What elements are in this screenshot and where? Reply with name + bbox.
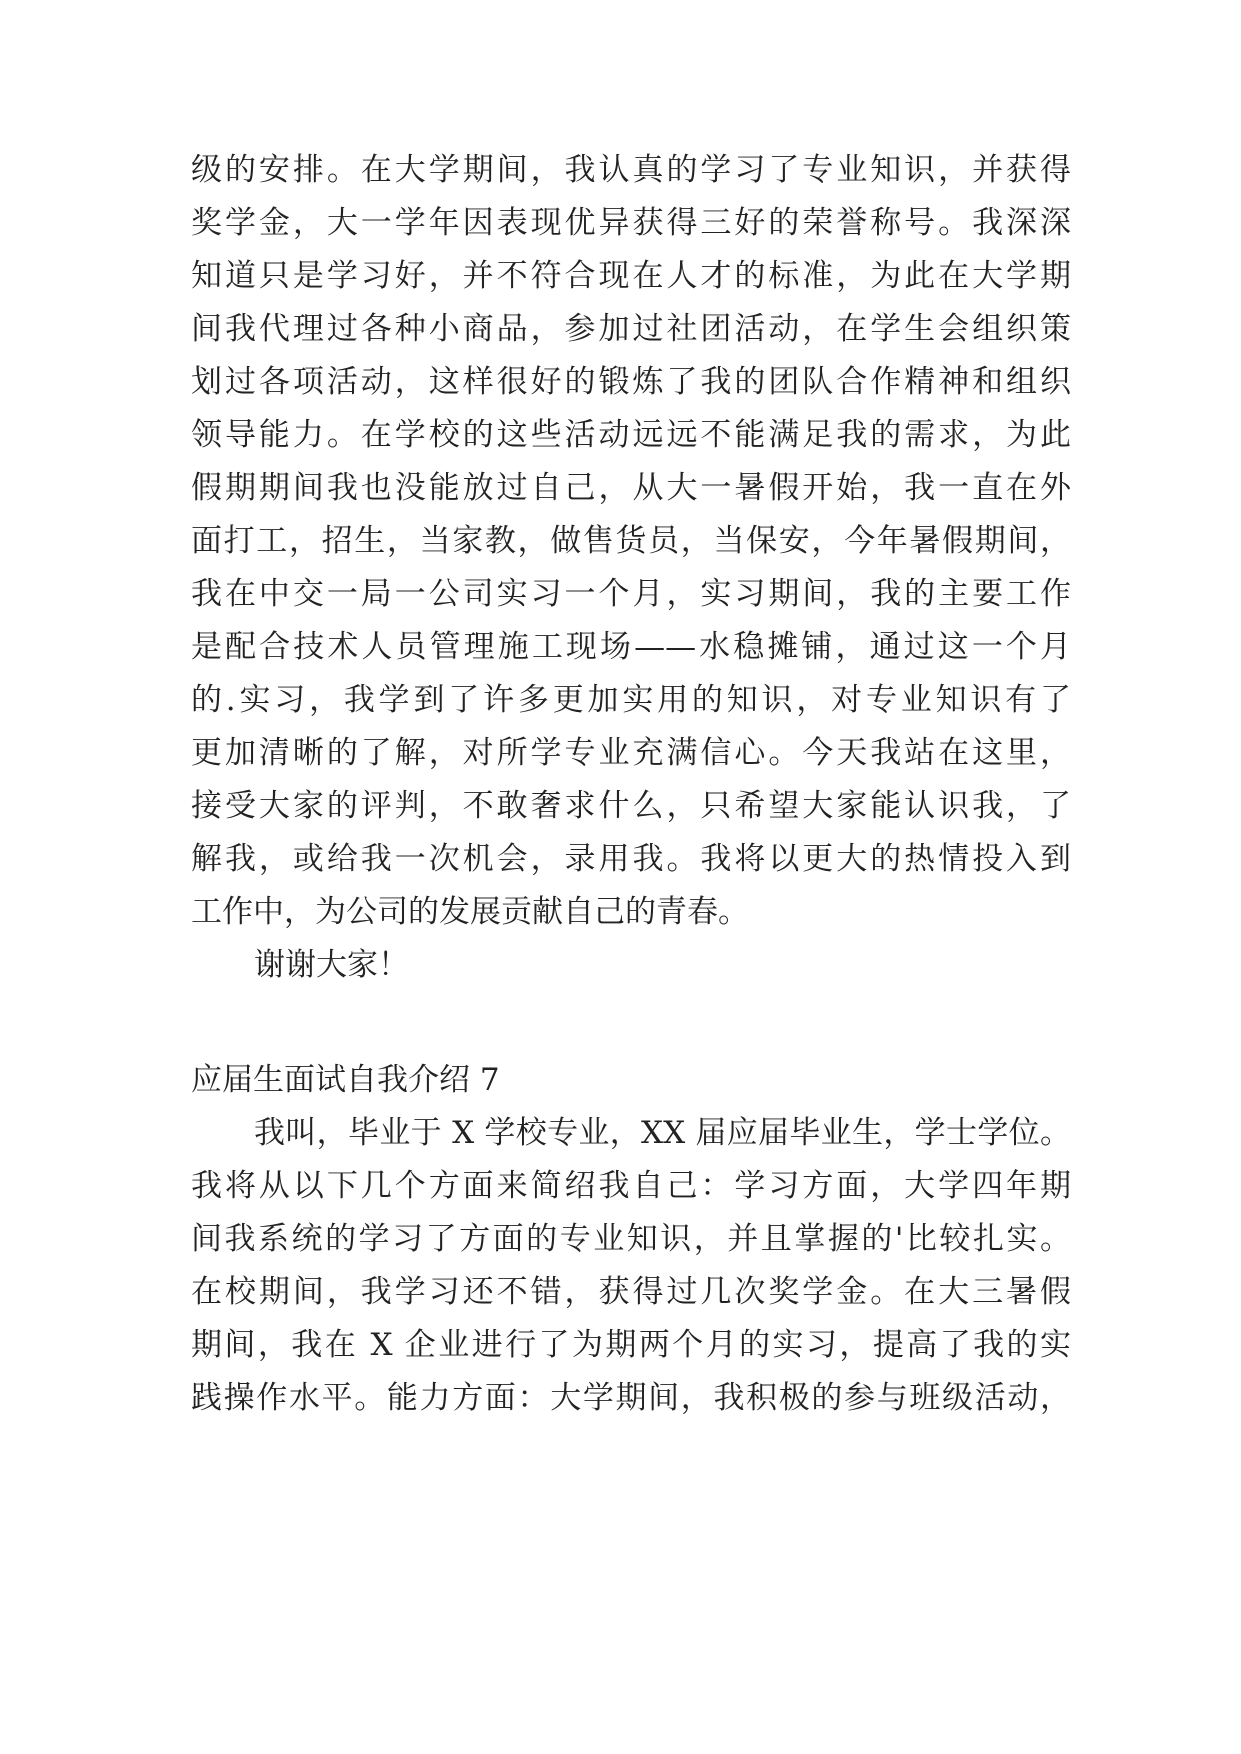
body-line: 间我系统的学习了方面的专业知识，并且掌握的'比较扎实。 bbox=[191, 1221, 1071, 1257]
thanks-line: 谢谢大家！ bbox=[254, 947, 409, 983]
body-line: 接受大家的评判，不敢奢求什么，只希望大家能认识我，了 bbox=[191, 788, 1071, 824]
body-line: 期间，我在 X 企业进行了为期两个月的实习，提高了我的实 bbox=[191, 1327, 1071, 1363]
body-line: 间我代理过各种小商品，参加过社团活动，在学生会组织策 bbox=[191, 311, 1071, 347]
body-line: 是配合技术人员管理施工现场——水稳摊铺，通过这一个月 bbox=[191, 629, 1071, 665]
body-line: 更加清晰的了解，对所学专业充满信心。今天我站在这里， bbox=[191, 735, 1071, 771]
body-line: 面打工，招生，当家教，做售货员，当保安，今年暑假期间， bbox=[191, 523, 1071, 559]
body-line: 我在中交一局一公司实习一个月，实习期间，我的主要工作 bbox=[191, 576, 1071, 612]
body-line: 践操作水平。能力方面：大学期间，我积极的参与班级活动， bbox=[191, 1380, 1071, 1416]
body-line: 在校期间，我学习还不错，获得过几次奖学金。在大三暑假 bbox=[191, 1274, 1071, 1310]
body-line-last: 工作中，为公司的发展贡献自己的青春。 bbox=[191, 894, 749, 930]
body-line: 划过各项活动，这样很好的锻炼了我的团队合作精神和组织 bbox=[191, 364, 1071, 400]
body-line-first: 我叫，毕业于 X 学校专业，XX 届应届毕业生，学士学位。 bbox=[254, 1115, 1071, 1151]
body-line: 领导能力。在学校的这些活动远远不能满足我的需求，为此 bbox=[191, 417, 1071, 453]
body-line: 知道只是学习好，并不符合现在人才的标准，为此在大学期 bbox=[191, 258, 1071, 294]
body-line: 我将从以下几个方面来简绍我自己：学习方面，大学四年期 bbox=[191, 1168, 1071, 1204]
body-line: 奖学金，大一学年因表现优异获得三好的荣誉称号。我深深 bbox=[191, 205, 1071, 241]
body-line: 级的安排。在大学期间，我认真的学习了专业知识，并获得 bbox=[191, 152, 1071, 188]
body-line: 的.实习，我学到了许多更加实用的知识，对专业知识有了 bbox=[191, 682, 1071, 718]
section-title: 应届生面试自我介绍 7 bbox=[191, 1062, 500, 1098]
body-line: 假期期间我也没能放过自己，从大一暑假开始，我一直在外 bbox=[191, 470, 1071, 506]
body-line: 解我，或给我一次机会，录用我。我将以更大的热情投入到 bbox=[191, 841, 1071, 877]
